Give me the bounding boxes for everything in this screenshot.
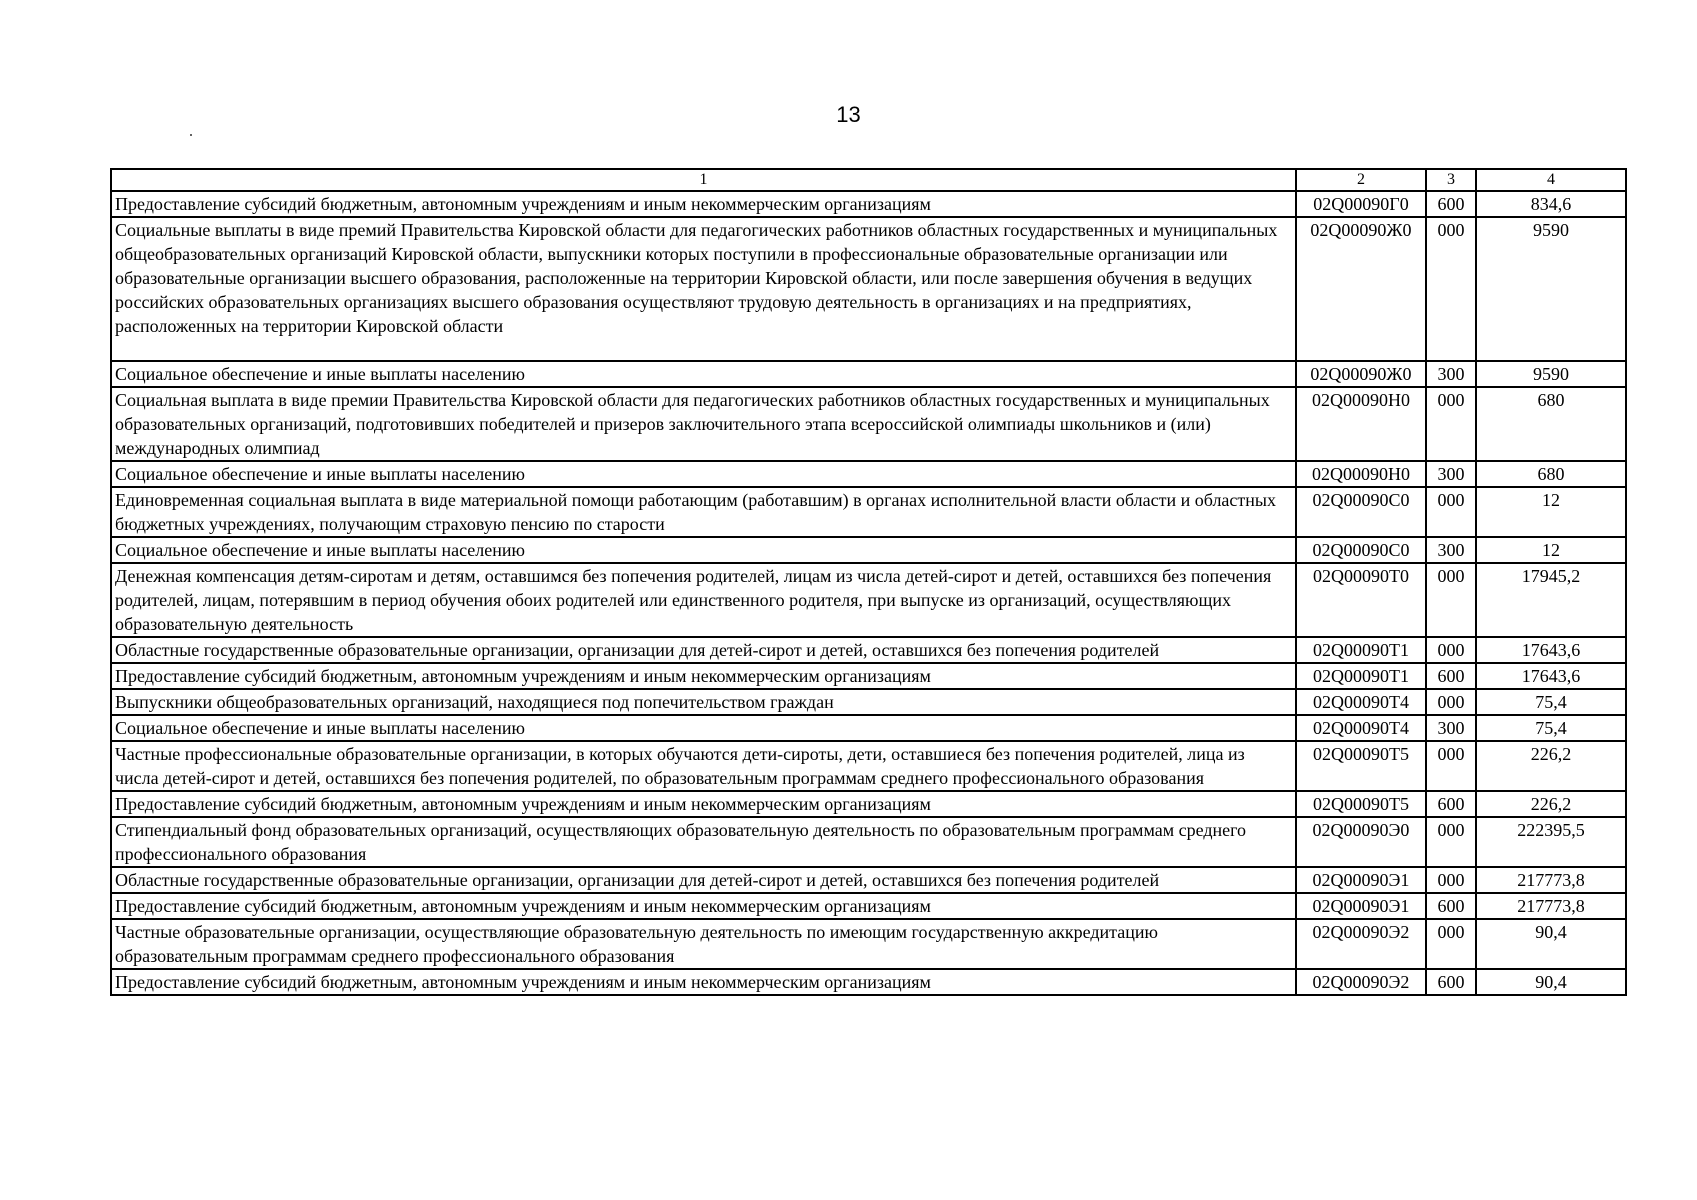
row-name: Предоставление субсидий бюджетным, автономным учреждениям и иным некоммерческим организациям: [111, 663, 1296, 689]
row-type: 300: [1426, 461, 1476, 487]
row-name: Социальное обеспечение и иные выплаты населению: [111, 361, 1296, 387]
table-row: [111, 563, 1626, 637]
row-type: 000: [1426, 387, 1476, 461]
row-name: Предоставление субсидий бюджетным, автономным учреждениям и иным некоммерческим организациям: [111, 969, 1296, 995]
row-type: 600: [1426, 191, 1476, 217]
row-type: 000: [1426, 741, 1476, 791]
row-type: 000: [1426, 487, 1476, 537]
row-name: Социальное обеспечение и иные выплаты населению: [111, 461, 1296, 487]
row-sum: 12: [1476, 487, 1626, 537]
row-name: Областные государственные образовательные организации, организации для детей-сирот и детей, оставшихся без попечения родителей: [111, 867, 1296, 893]
row-sum: 226,2: [1476, 741, 1626, 791]
row-type: 600: [1426, 791, 1476, 817]
row-sum: 12: [1476, 537, 1626, 563]
table-row: [111, 663, 1626, 689]
table-row: [111, 689, 1626, 715]
row-sum: 75,4: [1476, 715, 1626, 741]
row-sum: 217773,8: [1476, 867, 1626, 893]
row-sum: 226,2: [1476, 791, 1626, 817]
row-sum: 680: [1476, 387, 1626, 461]
table-row: [111, 867, 1626, 893]
row-type: 600: [1426, 969, 1476, 995]
row-name: Социальное обеспечение и иные выплаты населению: [111, 537, 1296, 563]
row-type: 000: [1426, 637, 1476, 663]
row-name: Предоставление субсидий бюджетным, автономным учреждениям и иным некоммерческим организациям: [111, 893, 1296, 919]
table-row: [111, 715, 1626, 741]
row-code: 02Q00090Т1: [1296, 663, 1426, 689]
row-name: Частные профессиональные образовательные организации, в которых обучаются дети-сироты, дети, оставшиеся без попечения родителей, лица из числа детей-сирот и детей, оставшихся без попечения родителей, по образовательным программам среднего профессионального образования: [111, 741, 1296, 791]
row-type: 000: [1426, 867, 1476, 893]
table-row: [111, 791, 1626, 817]
row-name: Денежная компенсация детям-сиротам и детям, оставшимся без попечения родителей, лицам из числа детей-сирот и детей, оставшихся без попечения родителей, лицам, потерявшим в период обучения обоих родителей или единственного родителя, при выпуске из организаций, осуществляющих образовательную деятельность: [111, 563, 1296, 637]
row-type: 000: [1426, 689, 1476, 715]
row-code: 02Q00090Т5: [1296, 791, 1426, 817]
row-spacer: [115, 338, 1292, 360]
row-type: 300: [1426, 537, 1476, 563]
row-name: Выпускники общеобразовательных организаций, находящиеся под попечительством граждан: [111, 689, 1296, 715]
row-code: 02Q00090С0: [1296, 487, 1426, 537]
row-sum: 75,4: [1476, 689, 1626, 715]
row-name: Областные государственные образовательные организации, организации для детей-сирот и детей, оставшихся без попечения родителей: [111, 637, 1296, 663]
row-type: 300: [1426, 361, 1476, 387]
table-row: [111, 487, 1626, 537]
header-col-name: 1: [111, 169, 1296, 191]
row-code: 02Q00090Ж0: [1296, 217, 1426, 361]
page-number: 13: [836, 102, 861, 127]
row-sum: 9590: [1476, 217, 1626, 361]
row-type: 000: [1426, 563, 1476, 637]
table-row: [111, 969, 1626, 995]
table-row: [111, 817, 1626, 867]
row-type: 300: [1426, 715, 1476, 741]
row-code: 02Q00090Э0: [1296, 817, 1426, 867]
row-name: [111, 217, 1296, 361]
row-type: 000: [1426, 919, 1476, 969]
header-col-type: 3: [1426, 169, 1476, 191]
header-row: [111, 169, 1626, 191]
row-code: 02Q00090Г0: [1296, 191, 1426, 217]
row-sum: 17945,2: [1476, 563, 1626, 637]
row-type: 600: [1426, 893, 1476, 919]
table-row: [111, 387, 1626, 461]
row-type: 000: [1426, 217, 1476, 361]
row-sum: 217773,8: [1476, 893, 1626, 919]
row-sum: 834,6: [1476, 191, 1626, 217]
row-type: 000: [1426, 817, 1476, 867]
header-col-sum: 4: [1476, 169, 1626, 191]
row-sum: 90,4: [1476, 919, 1626, 969]
table-row: [111, 191, 1626, 217]
table-row: [111, 919, 1626, 969]
row-code: 02Q00090С0: [1296, 537, 1426, 563]
row-name-text: Социальные выплаты в виде премий Правительства Кировской области для педагогических работников областных государственных и муниципальных общеобразовательных организаций Кировской области, выпускники которых поступили в профессиональные образовательные организации или образовательные организации высшего образования, расположенные на территории Кировской области, или после завершения обучения в ведущих российских образовательных организациях высшего образования осуществляют трудовую деятельность в организациях и на предприятиях, расположенных на территории Кировской области: [115, 220, 1278, 336]
row-sum: 90,4: [1476, 969, 1626, 995]
row-code: 02Q00090Э1: [1296, 893, 1426, 919]
row-type: 600: [1426, 663, 1476, 689]
row-code: 02Q00090Э2: [1296, 969, 1426, 995]
row-name: Стипендиальный фонд образовательных организаций, осуществляющих образовательную деятельность по образовательным программам среднего профессионального образования: [111, 817, 1296, 867]
row-sum: 222395,5: [1476, 817, 1626, 867]
table-row: [111, 461, 1626, 487]
row-name: Предоставление субсидий бюджетным, автономным учреждениям и иным некоммерческим организациям: [111, 191, 1296, 217]
table-row: [111, 361, 1626, 387]
scan-speck: [190, 134, 192, 136]
table-row: [111, 217, 1626, 361]
row-sum: 9590: [1476, 361, 1626, 387]
table-row: [111, 893, 1626, 919]
budget-table: [110, 168, 1627, 996]
table-row: [111, 741, 1626, 791]
row-sum: 680: [1476, 461, 1626, 487]
row-name: Социальная выплата в виде премии Правительства Кировской области для педагогических работников областных государственных и муниципальных образовательных организаций, подготовивших победителей и призеров заключительного этапа всероссийской олимпиады школьников и (или) международных олимпиад: [111, 387, 1296, 461]
row-code: 02Q00090Э2: [1296, 919, 1426, 969]
row-sum: 17643,6: [1476, 637, 1626, 663]
row-code: 02Q00090Н0: [1296, 461, 1426, 487]
row-code: 02Q00090Т5: [1296, 741, 1426, 791]
table-row: [111, 537, 1626, 563]
row-code: 02Q00090Ж0: [1296, 361, 1426, 387]
row-sum: 17643,6: [1476, 663, 1626, 689]
row-name: Единовременная социальная выплата в виде материальной помощи работающим (работавшим) в органах исполнительной власти области и областных бюджетных учреждениях, получающим страховую пенсию по старости: [111, 487, 1296, 537]
row-code: 02Q00090Т4: [1296, 689, 1426, 715]
row-code: 02Q00090Н0: [1296, 387, 1426, 461]
row-code: 02Q00090Э1: [1296, 867, 1426, 893]
row-code: 02Q00090Т1: [1296, 637, 1426, 663]
table-row: [111, 637, 1626, 663]
row-name: Социальное обеспечение и иные выплаты населению: [111, 715, 1296, 741]
header-col-code: 2: [1296, 169, 1426, 191]
row-code: 02Q00090Т0: [1296, 563, 1426, 637]
row-name: Предоставление субсидий бюджетным, автономным учреждениям и иным некоммерческим организациям: [111, 791, 1296, 817]
row-name: Частные образовательные организации, осуществляющие образовательную деятельность по имеющим государственную аккредитацию образовательным программам среднего профессионального образования: [111, 919, 1296, 969]
row-code: 02Q00090Т4: [1296, 715, 1426, 741]
